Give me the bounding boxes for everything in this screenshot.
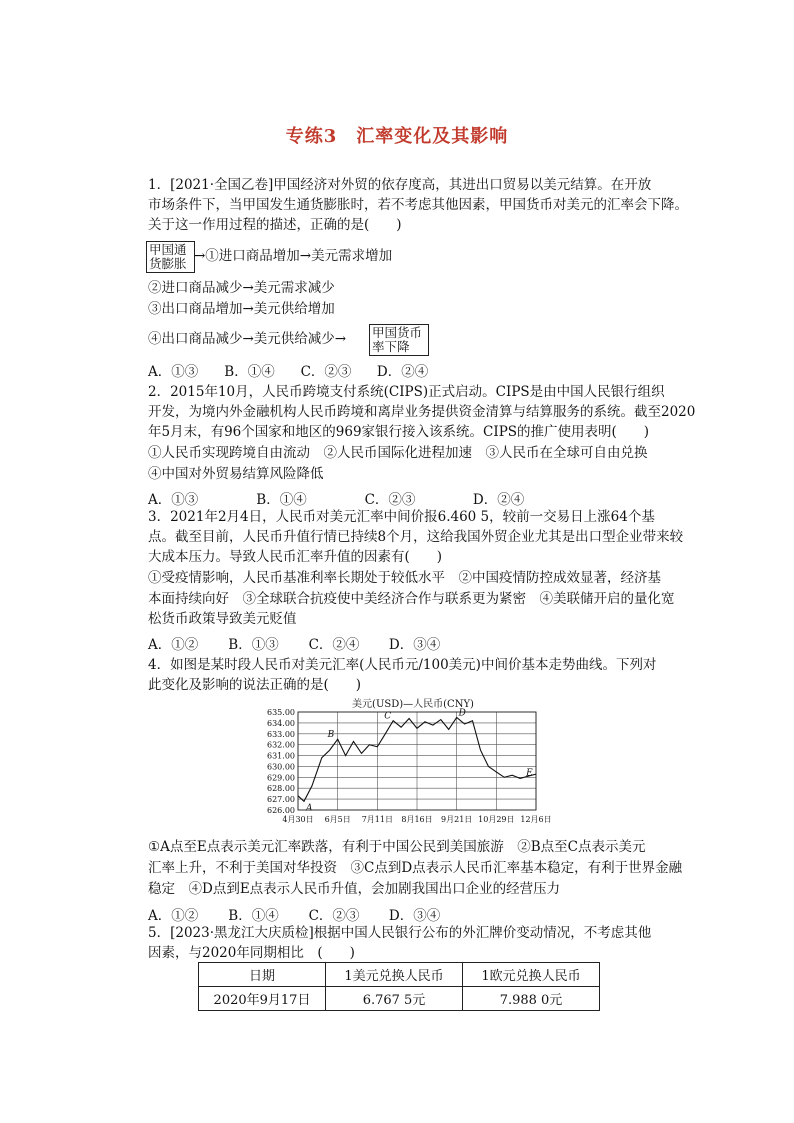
q4-line-1: 4．如图是某时段人民币对美元汇率(人民币元/100美元)中间价基本走势曲线。下列对	[148, 657, 657, 673]
q4-line-2: 此变化及影响的说法正确的是( )	[148, 677, 362, 693]
page-title: 专练3 汇率变化及其影响	[285, 126, 509, 147]
q3-option-b: B．①③	[228, 637, 279, 653]
q2-line-4: ①人民币实现跨境自由流动 ②人民币国际化进程加速 ③人民币在全球可自由兑换	[148, 445, 648, 461]
exchange-table	[198, 962, 600, 1011]
y-tick-label: 627.00	[267, 795, 295, 805]
x-tick-label: 6月5日	[324, 815, 351, 824]
q4-after-2: 汇率上升，不利于美国对华投资 ③C点到D点表示人民币汇率基本稳定，有利于世界金融	[148, 860, 683, 876]
point-label-d: D	[458, 708, 466, 719]
q3-option-a: A．①②	[148, 637, 199, 653]
table-header-usd: 1美元兑换人民币	[326, 963, 463, 987]
y-tick-label: 628.00	[267, 784, 295, 794]
table-row	[199, 987, 600, 1011]
q2-line-2: 开发，为境内外金融机构人民币跨境和离岸业务提供资金清算与结算服务的系统。截至2020	[148, 404, 696, 420]
q1-options	[148, 360, 449, 380]
q1-line-1: 1．[2021·全国乙卷]甲国经济对外贸的依存度高，其进出口贸易以美元结算。在开放	[148, 177, 652, 193]
x-tick-label: 12月6日	[520, 815, 552, 824]
y-tick-label: 630.00	[267, 762, 295, 772]
q4-after-1: ①A点至E点表示美元汇率跌落，有利于中国公民到美国旅游 ②B点至C点表示美元	[148, 839, 646, 855]
q3-line-5: 本面持续向好 ③全球联合抗疫使中美经济合作与联系更为紧密 ④美联储开启的量化宽	[148, 591, 675, 607]
y-tick-label: 633.00	[267, 729, 295, 739]
table-header-row	[199, 963, 600, 987]
q4-option-c: C．②③	[308, 908, 360, 924]
q1-line-2: 市场条件下，当甲国发生通货膨胀时，若不考虑其他因素，甲国货币对美元的汇率会下降。	[148, 197, 688, 213]
point-label-c: C	[384, 711, 392, 722]
q3-line-1: 3．2021年2月4日，人民币对美元汇率中间价报6.460 5，较前一交易日上涨64个基	[148, 509, 655, 525]
q3-line-2: 点。截至目前，人民币升值行情已持续8个月，这给我国外贸企业尤其是出口型企业带来较	[148, 529, 684, 545]
q1-option-c: C．②③	[300, 364, 352, 380]
table-header-eur: 1欧元兑换人民币	[463, 963, 600, 987]
q1-item-3: ③出口商品增加→美元供给增加	[148, 301, 335, 317]
q1-option-b: B．①④	[224, 364, 275, 380]
q2-option-b: B．①④	[256, 492, 307, 508]
q2-option-c: C．②③	[364, 492, 416, 508]
q2-line-3: 年5月末，有96个国家和地区的969家银行接入该系统。CIPS的推广使用表明( )	[148, 424, 650, 440]
q1-start-box: 甲国通货膨胀	[146, 241, 195, 273]
q3-options	[148, 633, 465, 653]
q1-item-1: →①进口商品增加→美元需求增加	[194, 248, 393, 264]
q2-options	[148, 488, 577, 508]
q3-option-c: C．②④	[308, 637, 360, 653]
q2-line-1: 2．2015年10月，人民币跨境支付系统(CIPS)正式启动。CIPS是由中国人民银行组织	[148, 384, 665, 400]
q1-line-3: 关于这一作用过程的描述，正确的是( )	[148, 217, 402, 233]
chart-point-labels	[305, 708, 533, 813]
q3-line-4: ①受疫情影响，人民币基准利率长期处于较低水平 ②中国疫情防控成效显著，经济基	[148, 570, 661, 586]
q3-line-6: 松货币政策导致美元贬值	[148, 611, 297, 627]
q1-option-a: A．①③	[148, 364, 199, 380]
table-cell-date: 2020年9月17日	[199, 987, 326, 1011]
q2-option-d: D．②④	[472, 492, 525, 508]
y-tick-label: 629.00	[267, 773, 295, 783]
q4-after-3: 稳定 ④D点到E点表示人民币升值，会加剧我国出口企业的经营压力	[148, 881, 561, 897]
chart-title: 美元(USD)—人民币(CNY)	[352, 699, 474, 710]
point-label-e: E	[526, 768, 533, 779]
q2-option-a: A．①③	[148, 492, 199, 508]
table-cell-eur: 7.988 0元	[463, 987, 600, 1011]
q1-end-box: 甲国货币率下降	[369, 324, 429, 356]
x-tick-label: 8月16日	[401, 815, 433, 824]
x-tick-label: 7月11日	[361, 815, 393, 824]
x-tick-label: 10月29日	[478, 815, 515, 824]
chart-grid	[298, 712, 536, 810]
q4-option-a: A．①②	[148, 908, 199, 924]
y-tick-label: 631.00	[267, 751, 295, 761]
exchange-rate-chart	[258, 696, 552, 831]
q3-line-3: 大成本压力。导致人民币汇率升值的因素有( )	[148, 549, 443, 565]
x-tick-label: 9月21日	[441, 815, 473, 824]
y-tick-label: 626.00	[267, 806, 295, 815]
q1-option-d: D．②④	[376, 364, 429, 380]
point-label-b: B	[327, 730, 335, 741]
table-cell-usd: 6.767 5元	[326, 987, 463, 1011]
x-tick-label: 4月30日	[282, 815, 314, 824]
y-tick-label: 632.00	[267, 740, 295, 750]
q3-option-d: D．③④	[388, 637, 441, 653]
q4-options	[148, 904, 465, 924]
table-header-date: 日期	[199, 963, 326, 987]
point-label-a: A	[305, 803, 313, 814]
q4-option-b: B．①④	[228, 908, 279, 924]
q5-line-2: 因素，与2020年同期相比 ( )	[148, 945, 355, 961]
y-tick-label: 635.00	[267, 708, 295, 717]
q4-option-d: D．③④	[388, 908, 441, 924]
q5-line-1: 5．[2023·黑龙江大庆质检]根据中国人民银行公布的外汇牌价变动情况，不考虑其他	[148, 925, 652, 941]
q1-item-4: ④出口商品减少→美元供给减少→	[148, 331, 347, 347]
y-tick-label: 634.00	[267, 718, 295, 728]
q2-line-5: ④中国对外贸易结算风险降低	[148, 466, 324, 482]
q1-item-2: ②进口商品减少→美元需求减少	[148, 280, 335, 296]
